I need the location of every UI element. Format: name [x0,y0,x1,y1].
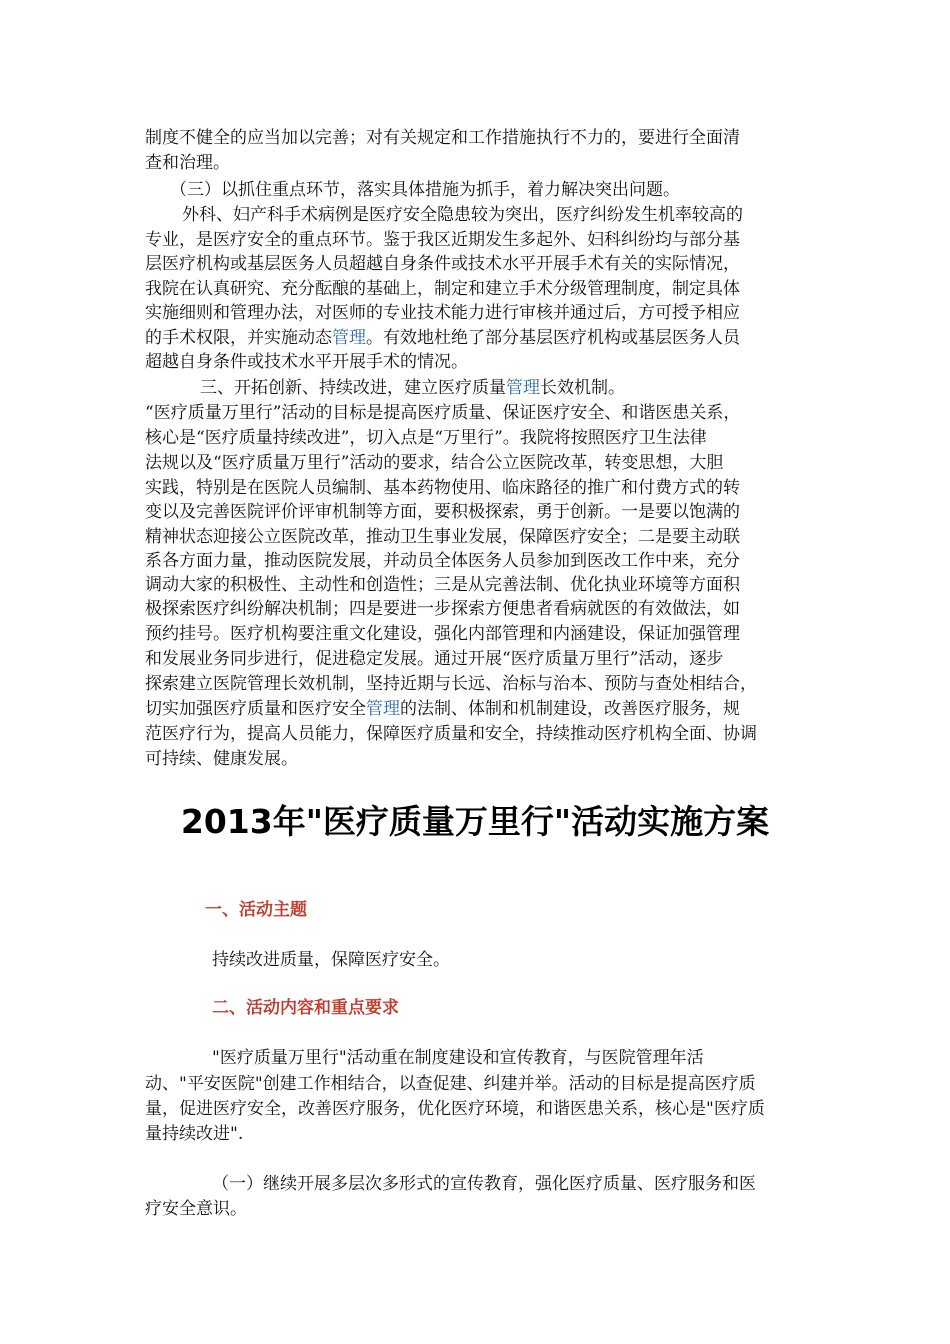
management-link[interactable]: 管理 [332,328,366,348]
paragraph-line: 范医疗行为，提高人员能力，保障医疗质量和安全，持续推动医疗机构全面、协调 [145,724,757,744]
paragraph-line: 查和治理。 [145,153,230,173]
section-body: 持续改进质量，保障医疗安全。 [212,950,450,970]
text-span: 的法制、体制和机制建设，改善医疗服务，规 [400,699,740,719]
paragraph-line: 层医疗机构或基层医务人员超越自身条件或技术水平开展手术有关的实际情况， [145,254,740,274]
paragraph-line: 制度不健全的应当加以完善；对有关规定和工作措施执行不力的，要进行全面清 [145,128,740,148]
paragraph-line: 我院在认真研究、充分酝酿的基础上，制定和建立手术分级管理制度，制定具体 [145,279,740,299]
section-heading: 二、活动内容和重点要求 [212,998,399,1018]
section-heading-line [200,376,625,400]
paragraph-line: 外科、妇产科手术病例是医疗安全隐患较为突出，医疗纠纷发生机率较高的 [182,205,743,225]
paragraph-line: 动、"平安医院"创建工作相结合，以查促建、纠建并举。活动的目标是提高医疗质 [145,1074,756,1094]
paragraph-line: "医疗质量万里行"活动重在制度建设和宣传教育，与医院管理年活 [212,1048,704,1068]
paragraph-line: 探索建立医院管理长效机制，坚持近期与长远、治标与治本、预防与查处相结合， [145,674,757,694]
paragraph-line: 变以及完善医院评价评审机制等方面，要积极探索，勇于创新。一是要以饱满的 [145,502,740,522]
text-span: 。有效地杜绝了部分基层医疗机构或基层医务人员 [366,328,740,348]
paragraph-line: 可持续、健康发展。 [145,749,298,769]
text-span: 切实加强医疗质量和医疗安全 [145,699,366,719]
paragraph-line: 量持续改进". [145,1124,244,1144]
paragraph-line: 极探索医疗纠纷解决机制；四是要进一步探索方便患者看病就医的有效做法，如 [145,599,740,619]
paragraph-line [145,326,740,350]
text-span: 三、开拓创新、持续改进，建立医疗质量 [200,378,506,398]
paragraph-line: 实践，特别是在医院人员编制、基本药物使用、临床路径的推广和付费方式的转 [145,478,740,498]
paragraph-line: 调动大家的积极性、主动性和创造性；三是从完善法制、优化执业环境等方面积 [145,575,740,595]
management-link[interactable]: 管理 [506,378,540,398]
section-heading: 一、活动主题 [205,900,307,920]
paragraph-line: 系各方面力量，推动医院发展，并动员全体医务人员参加到医改工作中来，充分 [145,551,740,571]
management-link[interactable]: 管理 [366,699,400,719]
paragraph-line: 核心是“医疗质量持续改进”，切入点是“万里行”。我院将按照医疗卫生法律 [145,428,707,448]
paragraph-line: 超越自身条件或技术水平开展手术的情况。 [145,352,468,372]
paragraph-line: 疗安全意识。 [145,1199,247,1219]
paragraph-line: “医疗质量万里行”活动的目标是提高医疗质量、保证医疗安全、和谐医患关系， [145,403,741,423]
paragraph-line: 量，促进医疗安全，改善医疗服务，优化医疗环境，和谐医患关系，核心是"医疗质 [145,1099,765,1119]
paragraph-line: 实施细则和管理办法，对医师的专业技术能力进行审核并通过后，方可授予相应 [145,303,740,323]
document-title: 2013年"医疗质量万里行"活动实施方案 [180,802,770,841]
subheading-line: （三）以抓住重点环节，落实具体措施为抓手，着力解决突出问题。 [170,180,680,200]
paragraph-line: 专业，是医疗安全的重点环节。鉴于我区近期发生多起外、妇科纠纷均与部分基 [145,230,740,250]
paragraph-line [145,697,740,721]
paragraph-line: 和发展业务同步进行，促进稳定发展。通过开展“医疗质量万里行”活动，逐步 [145,649,724,669]
subheading-line: （一）继续开展多层次多形式的宣传教育，强化医疗质量、医疗服务和医 [212,1174,756,1194]
paragraph-line: 精神状态迎接公立医院改革，推动卫生事业发展，保障医疗安全；二是要主动联 [145,527,740,547]
paragraph-line: 法规以及“医疗质量万里行”活动的要求，结合公立医院改革，转变思想，大胆 [145,453,724,473]
text-span: 的手术权限，并实施动态 [145,328,332,348]
text-span: 长效机制。 [540,378,625,398]
paragraph-line: 预约挂号。医疗机构要注重文化建设，强化内部管理和内涵建设，保证加强管理 [145,624,740,644]
